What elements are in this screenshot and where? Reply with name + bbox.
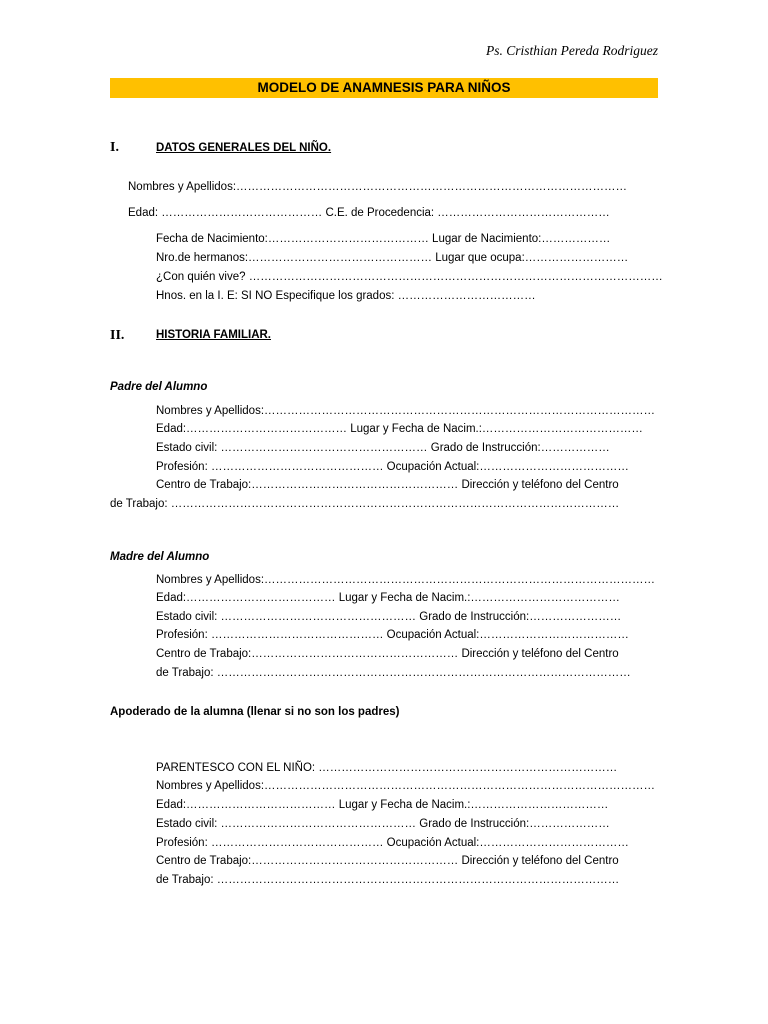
mother-profession-line: Profesión: ……………………………………… Ocupación Actual:………………………………… [156,629,629,641]
father-civil-line: Estado civil: ……………………………………………… Grado de Instrucción:……………… [156,442,610,454]
guardian-profession-line: Profesión: ……………………………………… Ocupación Actual:………………………………… [156,837,629,849]
section-2-numeral: II. [110,328,125,343]
father-name-line: Nombres y Apellidos:………………………………………………………………………………………… [156,405,656,417]
child-siblings-school-line: Hnos. en la I. E: SI NO Especifique los grados: ……………………………… [156,290,536,302]
mother-age-line: Edad:………………………………… Lugar y Fecha de Nacim.:………………………………… [156,592,620,604]
guardian-age-line: Edad:………………………………… Lugar y Fecha de Nacim.:……………………………… [156,799,609,811]
mother-civil-line: Estado civil: …………………………………………… Grado de Instrucción:…………………… [156,611,622,623]
father-work-cont-line: de Trabajo: ……………………………………………………………………………………………………… [110,498,620,510]
section-2-heading: HISTORIA FAMILIAR. [156,329,271,341]
mother-work-cont-line: de Trabajo: ……………………………………………………………………………………………… [156,667,631,679]
mother-name-line: Nombres y Apellidos:………………………………………………………………………………………… [156,574,656,586]
child-birth-line: Fecha de Nacimiento:…………………………………… Lugar de Nacimiento:……………… [156,233,611,245]
father-age-line: Edad:…………………………………… Lugar y Fecha de Nacim.:…………………………………… [156,423,643,435]
child-siblings-line: Nro.de hermanos:………………………………………… Lugar que ocupa:……………………… [156,252,629,264]
guardian-heading: Apoderado de la alumna (llenar si no son los padres) [110,706,400,718]
father-work-line: Centro de Trabajo:……………………………………………… Dirección y teléfono del Centro [156,479,619,491]
father-heading: Padre del Alumno [110,381,208,393]
section-1-heading: DATOS GENERALES DEL NIÑO. [156,142,332,154]
section-1-numeral: I. [110,140,119,155]
guardian-work-line: Centro de Trabajo:……………………………………………… Dirección y teléfono del Centro [156,855,619,867]
child-age-school-line: Edad: …………………………………… C.E. de Procedencia: ……………………………………… [128,207,610,219]
child-name-line: Nombres y Apellidos:………………………………………………………………………………………… [128,181,628,193]
child-lives-with-line: ¿Con quién vive? ……………………………………………………………………………………………… [156,271,663,283]
author-name: Ps. Cristhian Pereda Rodriguez [486,43,658,58]
guardian-relation-line: PARENTESCO CON EL NIÑO: …………………………………………………………………… [156,762,618,774]
mother-heading: Madre del Alumno [110,551,210,563]
page-title: MODELO DE ANAMNESIS PARA NIÑOS [110,78,658,98]
guardian-name-line: Nombres y Apellidos:………………………………………………………………………………………… [156,780,656,792]
guardian-work-cont-line: de Trabajo: …………………………………………………………………………………………… [156,874,620,886]
guardian-civil-line: Estado civil: …………………………………………… Grado de Instrucción:………………… [156,818,610,830]
father-profession-line: Profesión: ……………………………………… Ocupación Actual:………………………………… [156,461,629,473]
mother-work-line: Centro de Trabajo:……………………………………………… Dirección y teléfono del Centro [156,648,619,660]
